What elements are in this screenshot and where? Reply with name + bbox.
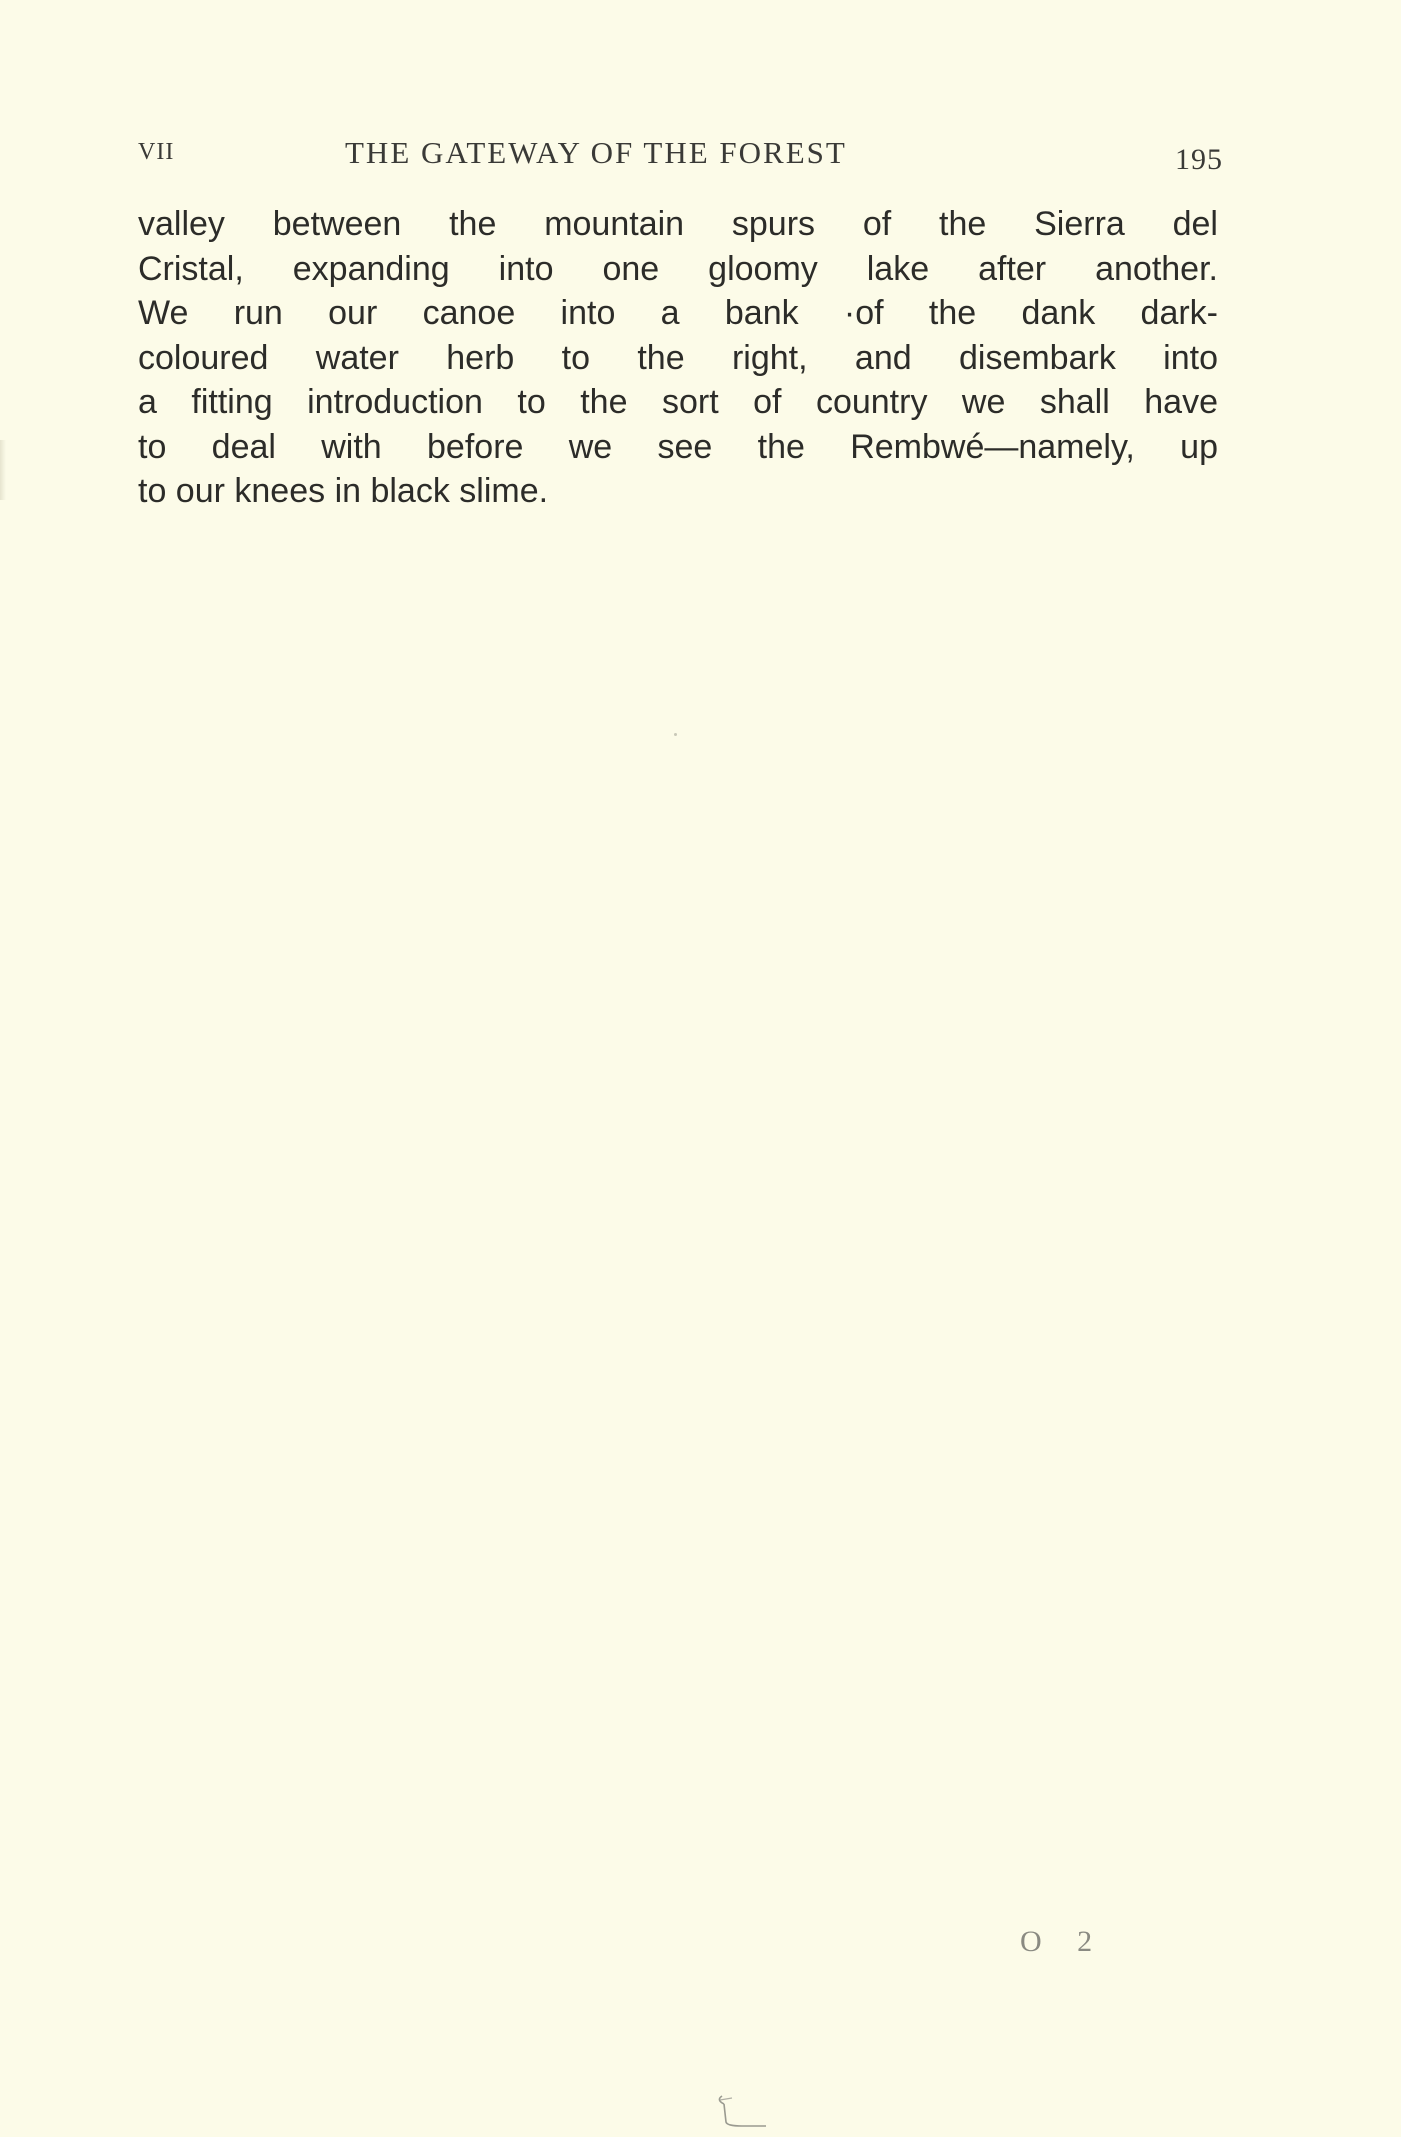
- chapter-number: VII: [138, 139, 175, 165]
- text-line: valley between the mountain spurs of the Sierra del: [138, 205, 1218, 243]
- running-head: [138, 135, 1223, 175]
- page-edge-shadow: [0, 440, 6, 500]
- running-title: THE GATEWAY OF THE FOREST: [345, 135, 847, 170]
- body-paragraph: [138, 202, 1218, 514]
- text-line: We run our canoe into a bank ·of the dank dark-: [138, 294, 1218, 332]
- paper-speck: [674, 733, 677, 736]
- signature-mark: O 2: [1020, 1925, 1107, 1958]
- text-line: Cristal, expanding into one gloomy lake after another.: [138, 249, 1218, 288]
- text-line: coloured water herb to the right, and disembark into: [138, 338, 1218, 377]
- text-line: to deal with before we see the Rembwé—namely, up: [138, 427, 1218, 466]
- text-line: a fitting introduction to the sort of country we shall have: [138, 383, 1218, 421]
- ink-scribble-mark: [712, 2090, 772, 2130]
- text-line: to our knees in black slime.: [138, 472, 549, 510]
- page-number: 195: [1175, 143, 1223, 176]
